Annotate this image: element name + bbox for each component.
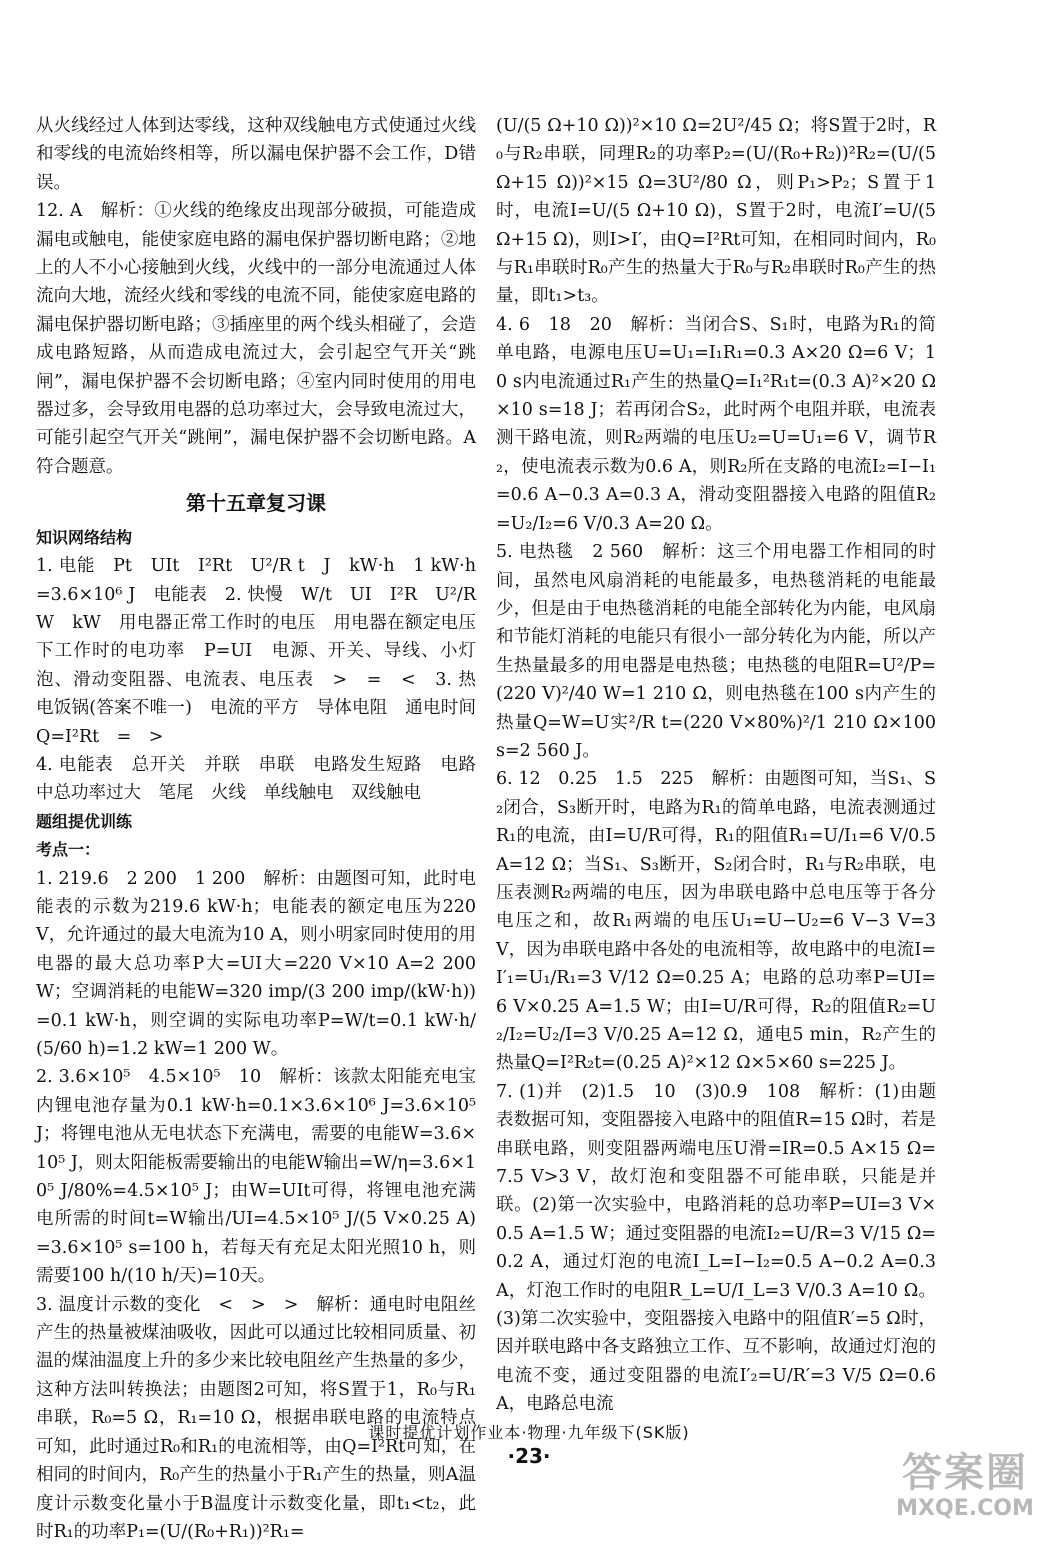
answer-4: 4. 6 18 20 解析：当闭合S、S₁时，电路为R₁的简单电路，电源电压U=U₁=I₁R₁=0.3 A×20 Ω=6 V；10 s内电流通过R₁产生的热量Q=I₁²R₁t=(0.3 A)²×20 Ω×10 s=18 J；若再闭合S₂，此时两个电阻并联，电流表测干路电流，则R₂两端的电压U₂=U=U₁=6 V，调节R₂，使电流表示数为0.6 A，则R₂所在支路的电流I₂=I−I₁=0.6 A−0.3 A=0.3 A，滑动变阻器接入电路的阻值R₂=U₂/I₂=6 V/0.3 A=20 Ω。 (496, 314, 936, 534)
footer-book-title: 课时提优计划作业本·物理·九年级下(SK版) (368, 1423, 690, 1442)
answer-continuation-left: 从火线经过人体到达零线，这种双线触电方式使通过火线和零线的电流始终相等，所以漏电保护器不会工作，D错误。 (36, 116, 476, 193)
section-title: 第十五章复习课 (186, 491, 326, 516)
knowledge-4: 4. 电能表 总开关 并联 串联 电路发生短路 电路中总功率过大 笔尾 火线 单线触电 双线触电 (36, 754, 476, 804)
watermark (880, 1450, 1050, 1530)
left-column (36, 112, 494, 1546)
watermark-logo: 答案圈 (902, 1450, 1028, 1496)
subheading-knowledge: 知识网络结构 (36, 527, 133, 547)
right-column (496, 112, 936, 1419)
answer-5: 5. 电热毯 2 560 解析：这三个用电器工作相同的时间，虽然电风扇消耗的电能最多，电热毯消耗的电能最少，但是由于电热毯消耗的电能全部转化为内能，电风扇和节能灯消耗的电能只有很小一部分转化为内能，所以产生热量最多的用电器是电热毯；电热毯的电阻R=U²/P=(220 V)²/40 W=1 210 Ω，则电热毯在100 s内产生的热量Q=W=U实²/R t=(220 V×80%)²/1 210 Ω×100 s=2 560 J。 (496, 542, 936, 761)
subheading-training: 题组提优训练 (36, 811, 133, 831)
knowledge-1-3: 1. 电能 Pt UIt I²Rt U²/R t J kW·h 1 kW·h=3.6×10⁶ J 电能表 2. 快慢 W/t UI I²R U²/R W kW 用电器正常工作时的电压 用电器在额定电压下工作时的电功率 P=UI 电源、开关、导线、小灯泡、滑动变阻器、电流表、电压表 > = < 3. 热 电饭锅(答案不唯一) 电流的平方 导体电阻 通电时间 Q=I²Rt = > (36, 556, 494, 747)
answer-6: 6. 12 0.25 1.5 225 解析：由题图可知，当S₁、S₂闭合，S₃断开时，电路为R₁的简单电路，电流表测通过R₁的电流，由I=U/R可得，R₁的阻值R₁=U/I₁=6 V/0.5 A=12 Ω；当S₁、S₃断开，S₂闭合时，R₁与R₂串联，电压表测R₂两端的电压，因为串联电路中总电压等于各分电压之和，故R₁两端的电压U₁=U−U₂=6 V−3 V=3 V，因为串联电路中各处的电流相等，故电路中的电流I=I′₁=U₁/R₁=3 V/12 Ω=0.25 A；电路的总功率P=UI=6 V×0.25 A=1.5 W；由I=U/R可得，R₂的阻值R₂=U₂/I₂=U₂/I=3 V/0.25 A=12 Ω，通电5 min，R₂产生的热量Q=I²R₂t=(0.25 A)²×12 Ω×5×60 s=225 J。 (496, 769, 936, 1074)
answer-2: 2. 3.6×10⁵ 4.5×10⁵ 10 解析：该款太阳能充电宝内锂电池存量为0.1 kW·h=0.1×3.6×10⁶ J=3.6×10⁵ J；将锂电池从无电状态下充满电，需要的电能W=3.6×10⁵ J，则太阳能板需要输出的电能W输出=W/η=3.6×10⁵ J/80%=4.5×10⁵ J；由W=UIt可得，将锂电池充满电所需的时间t=W输出/UI=4.5×10⁵ J/(5 V×0.25 A)=3.6×10⁵ s=100 h，若每天有充足太阳光照10 h，则需要100 h/(10 h/天)=10天。 (36, 1067, 476, 1287)
subheading-point-1: 考点一： (36, 840, 101, 860)
answer-1: 1. 219.6 2 200 1 200 解析：由题图可知，此时电能表的示数为219.6 kW·h；电能表的额定电压为220 V，允许通过的最大电流为10 A，则小明家同时使用的用电器的最大总功率P大=UI大=220 V×10 A=2 200 W；空调消耗的电能W=320 imp/(3 200 imp/(kW·h))=0.1 kW·h，则空调的实际电功率P=W/t=0.1 kW·h/(5/60 h)=1.2 kW=1 200 W。 (36, 868, 476, 1059)
answer-3-continuation: (U/(5 Ω+10 Ω))²×10 Ω=2U²/45 Ω；将S置于2时，R₀与R₂串联，同理R₂的功率P₂=(U/(R₀+R₂))²R₂=(U/(5 Ω+15 Ω))²×15 Ω=3U²/80 Ω，则P₁>P₂；S置于1时，电流I=U/(5 Ω+10 Ω)，S置于2时，电流I′=U/(5 Ω+15 Ω)，则I>I′，由Q=I²Rt可知，在相同时间内，R₀与R₁串联时R₀产生的热量大于R₀与R₂串联时R₀产生的热量，即t₁>t₃。 (496, 116, 936, 307)
page-number: ·23· (507, 1444, 551, 1468)
answer-12: 12. A 解析：①火线的绝缘皮出现部分破损，可能造成漏电或触电，能使家庭电路的漏电保护器切断电路；②地上的人不小心接触到火线，火线中的一部分电流通过人体流向大地，流经火线和零线的电流不同，能使家庭电路的漏电保护器切断电路；③插座里的两个线头相碰了，会造成电路短路，从而造成电流过大，会引起空气开关“跳闸”，漏电保护器不会切断电路；④室内同时使用的用电器过多，会导致用电器的总功率过大，会导致电流过大，可能引起空气开关“跳闸”，漏电保护器不会切断电路。A符合题意。 (36, 201, 476, 477)
answer-7: 7. (1)并 (2)1.5 10 (3)0.9 108 解析：(1)由题表数据可知，变阻器接入电路中的阻值R=15 Ω时，若是串联电路，则变阻器两端电压U滑=IR=0.5 A×15 Ω=7.5 V>3 V，故灯泡和变阻器不可能串联，只能是并联。(2)第一次实验中，电路消耗的总功率P=UI=3 V×0.5 A=1.5 W；通过变阻器的电流I₂=U/R=3 V/15 Ω=0.2 A，通过灯泡的电流I_L=I−I₂=0.5 A−0.2 A=0.3 A，灯泡工作时的电阻R_L=U/I_L=3 V/0.3 A=10 Ω。(3)第二次实验中，变阻器接入电路中的阻值R′=5 Ω时，因并联电路中各支路独立工作、互不影响，故通过灯泡的电流不变，通过变阻器的电流I′₂=U/R′=3 V/5 Ω=0.6 A，电路总电流 (496, 1081, 936, 1415)
watermark-url: MXQE.COM (896, 1496, 1034, 1521)
answer-3: 3. 温度计示数的变化 < > > 解析：通电时电阻丝产生的热量被煤油吸收，因此可以通过比较相同质量、初温的煤油温度上升的多少来比较电阻丝产生热量的多少，这种方法叫转换法；由题图2可知，将S置于1，R₀与R₁串联，R₀=5 Ω，R₁=10 Ω，根据串联电路的电流特点可知，此时通过R₀和R₁的电流相等，由Q=I²Rt可知，在相同的时间内，R₀产生的热量小于R₁产生的热量，则A温度计示数变化量小于B温度计示数变化量，即t₁<t₂，此时R₁的功率P₁=(U/(R₀+R₁))²R₁= (36, 1294, 476, 1542)
